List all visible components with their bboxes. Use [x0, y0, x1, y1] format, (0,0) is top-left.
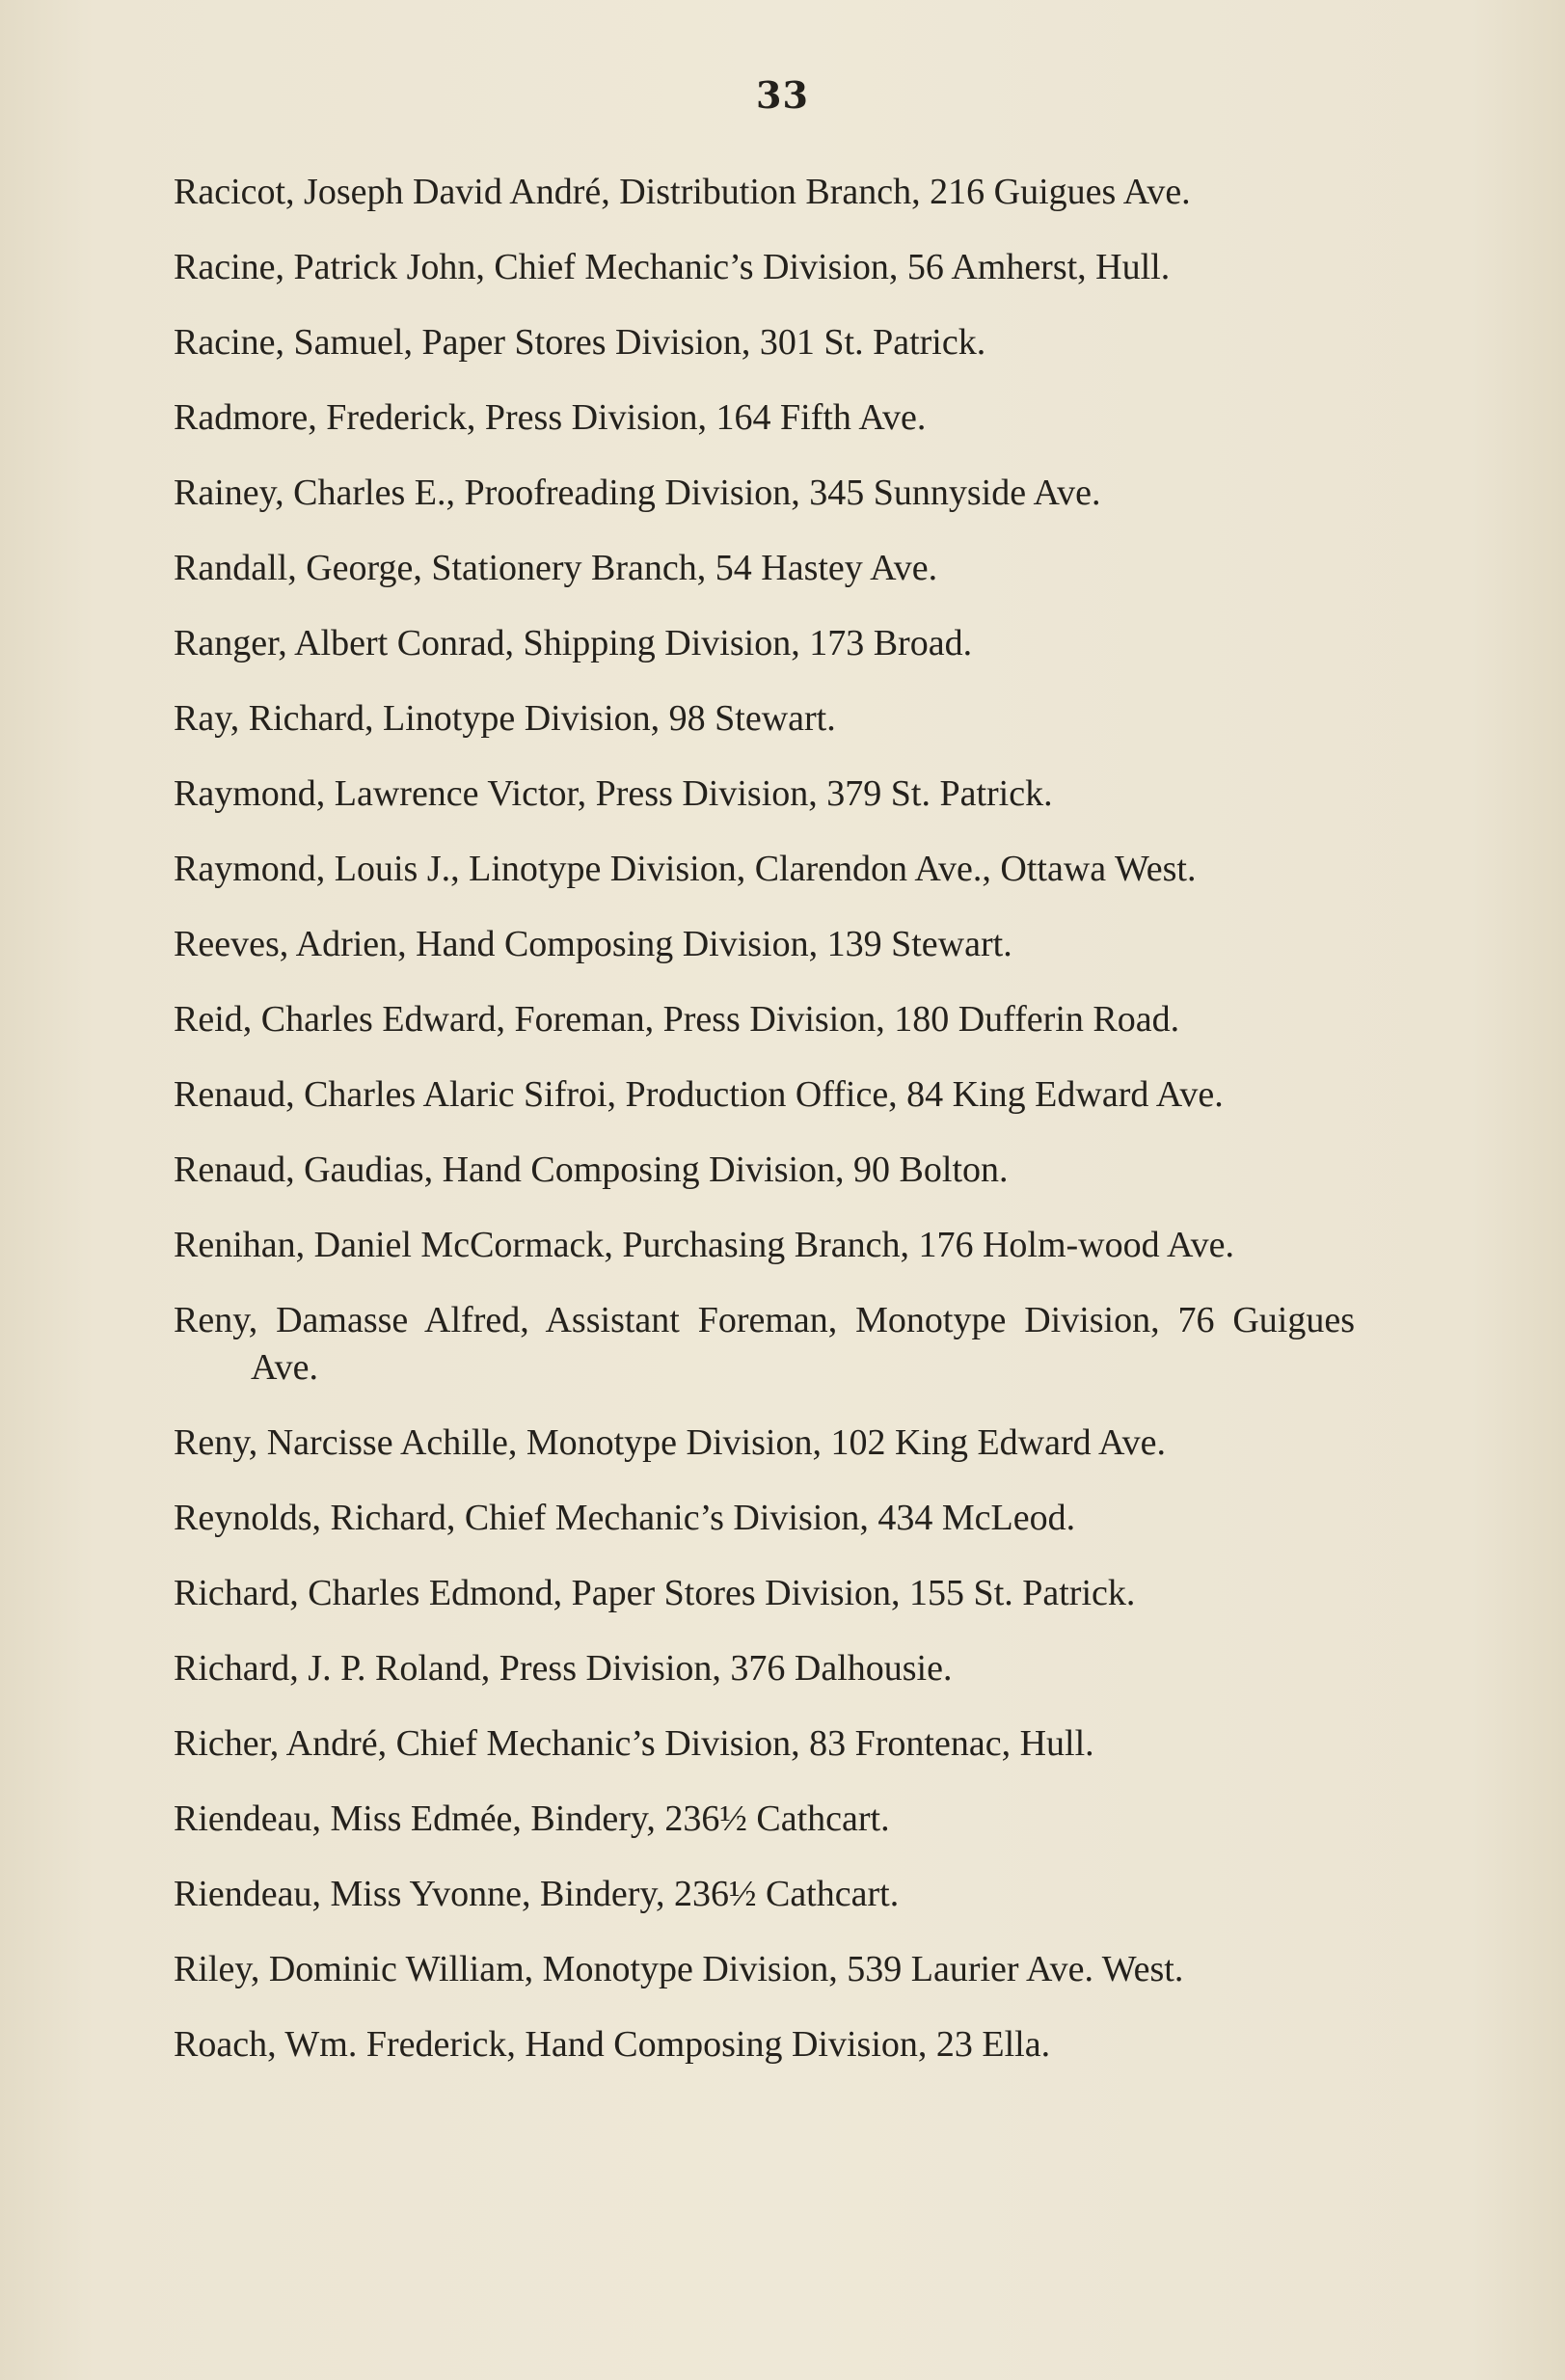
directory-entry: Reny, Narcisse Achille, Monotype Division, 102 King Edward Ave. [174, 1422, 1167, 1463]
directory-entry: Reeves, Adrien, Hand Composing Division, 139 Stewart. [174, 924, 1012, 964]
directory-entry: Ray, Richard, Linotype Division, 98 Stewart. [174, 698, 836, 739]
directory-entry: Richard, J. P. Roland, Press Division, 376 Dalhousie. [174, 1648, 953, 1689]
directory-entry: Racine, Patrick John, Chief Mechanic’s Division, 56 Amherst, Hull. [174, 247, 1171, 287]
directory-entry: Raymond, Louis J., Linotype Division, Clarendon Ave., Ottawa West. [174, 849, 1197, 889]
directory-entry: Reid, Charles Edward, Foreman, Press Division, 180 Dufferin Road. [174, 999, 1180, 1040]
directory-entry: Riendeau, Miss Edmée, Bindery, 236½ Cathcart. [174, 1799, 890, 1839]
page-number: 33 [756, 73, 809, 117]
directory-entry: Renaud, Gaudias, Hand Composing Division, 90 Bolton. [174, 1149, 1009, 1190]
directory-entry: Riley, Dominic William, Monotype Division, 539 Laurier Ave. West. [174, 1949, 1184, 1989]
directory-entry: Renihan, Daniel McCormack, Purchasing Branch, 176 Holm-wood Ave. [174, 1225, 1235, 1265]
directory-entry: Radmore, Frederick, Press Division, 164 Fifth Ave. [174, 397, 927, 438]
directory-entry: Randall, George, Stationery Branch, 54 Hastey Ave. [174, 548, 938, 588]
directory-entry: Riendeau, Miss Yvonne, Bindery, 236½ Cathcart. [174, 1874, 900, 1914]
directory-entries [0, 169, 1565, 2069]
directory-entry: Racine, Samuel, Paper Stores Division, 301 St. Patrick. [174, 322, 986, 363]
directory-entry: Renaud, Charles Alaric Sifroi, Production Office, 84 King Edward Ave. [174, 1074, 1224, 1115]
directory-entry: Reny, Damasse Alfred, Assistant Foreman, Monotype Division, 76 Guigues Ave. [174, 1300, 1355, 1388]
directory-entry: Richer, André, Chief Mechanic’s Division, 83 Frontenac, Hull. [174, 1723, 1094, 1764]
directory-entry: Raymond, Lawrence Victor, Press Division, 379 St. Patrick. [174, 773, 1053, 814]
directory-entry: Racicot, Joseph David André, Distribution Branch, 216 Guigues Ave. [174, 172, 1191, 212]
directory-entry: Richard, Charles Edmond, Paper Stores Division, 155 St. Patrick. [174, 1573, 1136, 1613]
directory-entry: Roach, Wm. Frederick, Hand Composing Division, 23 Ella. [174, 2024, 1051, 2065]
directory-entry: Reynolds, Richard, Chief Mechanic’s Division, 434 McLeod. [174, 1498, 1076, 1538]
directory-entry: Rainey, Charles E., Proofreading Division, 345 Sunnyside Ave. [174, 473, 1101, 513]
directory-entry: Ranger, Albert Conrad, Shipping Division, 173 Broad. [174, 623, 973, 663]
